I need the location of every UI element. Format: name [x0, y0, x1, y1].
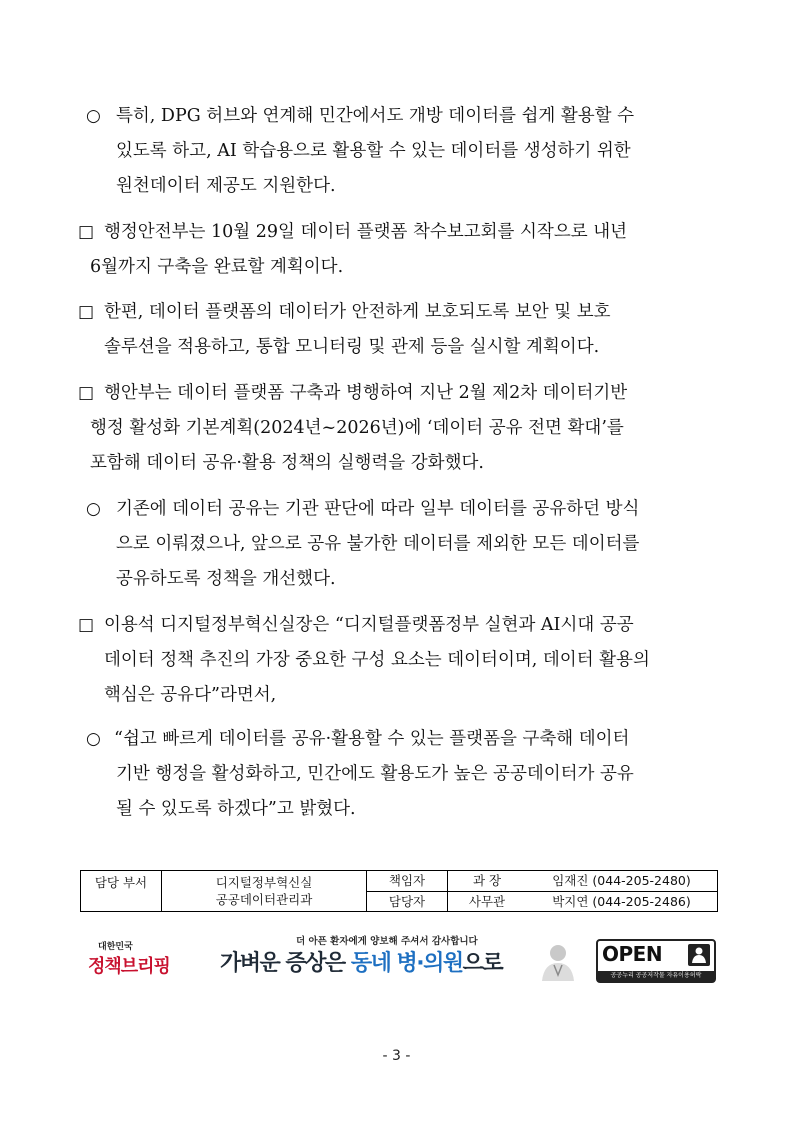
square-bullet-icon: □ — [78, 615, 95, 635]
person-icon — [688, 944, 710, 966]
role-cell: 담당자 — [367, 891, 448, 912]
circle-bullet-icon: ○ — [86, 729, 101, 749]
paragraph-line: “쉽고 빠르게 데이터를 공유·활용할 수 있는 플랫폼을 구축해 데이터 — [114, 729, 630, 749]
kogl-open-license-badge — [596, 939, 716, 983]
paragraph-line: 행정 활성화 기본계획(2024년~2026년)에 ‘데이터 공유 전면 확대’를 — [90, 418, 624, 438]
paragraph-line: 핵심은 공유다”라면서, — [104, 685, 277, 705]
campaign-banner — [220, 933, 576, 983]
person-cell: 임재진 (044-205-2480) — [526, 871, 718, 892]
paragraph-line: 공유하도록 정책을 개선했다. — [116, 569, 336, 589]
circle-bullet-icon: ○ — [86, 499, 101, 519]
paragraph-line: 데이터 정책 추진의 가장 중요한 구성 요소는 데이터이며, 데이터 활용의 — [104, 650, 650, 670]
open-license-subtext: 공공누리 공공저작물 자유이용허락 — [610, 972, 702, 979]
paragraph-line: 특히, DPG 허브와 연계해 민간에서도 개방 데이터를 쉽게 활용할 수 — [116, 106, 635, 126]
paragraph-line: 으로 이뤄졌으나, 앞으로 공유 불가한 데이터를 제외한 모든 데이터를 — [116, 534, 640, 554]
contact-table — [80, 870, 718, 912]
paragraph-line: 행정안전부는 10월 29일 데이터 플랫폼 착수보고회를 시작으로 내년 — [104, 222, 628, 242]
policy-briefing-logo — [86, 937, 170, 981]
campaign-headline-highlight: 동네 병·의원 — [350, 951, 463, 976]
paragraph-line: 될 수 있도록 하겠다”고 밝혔다. — [116, 799, 356, 819]
logo-subtitle: 대한민국 — [98, 942, 133, 952]
dept-label: 담당 부서 — [81, 871, 162, 912]
campaign-headline — [220, 946, 502, 977]
campaign-headline-part: 으로 — [462, 951, 503, 976]
dept-name-primary: 디지털정부혁신실 — [215, 875, 313, 890]
paragraph-line: 포함해 데이터 공유·활용 정책의 실행력을 강화했다. — [90, 453, 484, 473]
paragraph-line: 이용석 디지털정부혁신실장은 “디지털플랫폼정부 실현과 AI시대 공공 — [104, 615, 634, 635]
paragraph-line: 기반 행정을 활성화하고, 민간에도 활용도가 높은 공공데이터가 공유 — [116, 764, 634, 784]
role-cell: 책임자 — [367, 871, 448, 892]
open-label: OPEN — [602, 942, 663, 966]
page-number: - 3 - — [382, 1048, 411, 1064]
doctor-figure-icon — [536, 941, 576, 981]
paragraph-line: 한편, 데이터 플랫폼의 데이터가 안전하게 보호되도록 보안 및 보호 — [104, 302, 611, 322]
dept-name-cell — [162, 871, 367, 912]
square-bullet-icon: □ — [78, 302, 95, 322]
paragraph-line: 있도록 하고, AI 학습용으로 활용할 수 있는 데이터를 생성하기 위한 — [116, 141, 631, 161]
circle-bullet-icon: ○ — [86, 106, 101, 126]
square-bullet-icon: □ — [78, 383, 95, 403]
campaign-tagline: 더 아픈 환자에게 양보해 주셔서 감사합니다 — [296, 936, 478, 947]
paragraph-line: 기존에 데이터 공유는 기관 판단에 따라 일부 데이터를 공유하던 방식 — [116, 499, 640, 519]
person-cell: 박지연 (044-205-2486) — [526, 891, 718, 912]
logo-title: 정책브리핑 — [88, 956, 170, 977]
title-cell: 과 장 — [448, 871, 527, 892]
paragraph-line: 6월까지 구축을 완료할 계획이다. — [90, 257, 344, 277]
square-bullet-icon: □ — [78, 222, 95, 242]
dept-name-secondary: 공공데이터관리과 — [215, 892, 313, 907]
title-cell: 사무관 — [448, 891, 527, 912]
paragraph-line: 원천데이터 제공도 지원한다. — [116, 176, 336, 196]
paragraph-line: 행안부는 데이터 플랫폼 구축과 병행하여 지난 2월 제2차 데이터기반 — [104, 383, 628, 403]
paragraph-line: 솔루션을 적용하고, 통합 모니터링 및 관제 등을 실시할 계획이다. — [104, 337, 600, 357]
footer-banner — [80, 933, 718, 983]
campaign-headline-part: 가벼운 증상은 — [220, 951, 351, 976]
